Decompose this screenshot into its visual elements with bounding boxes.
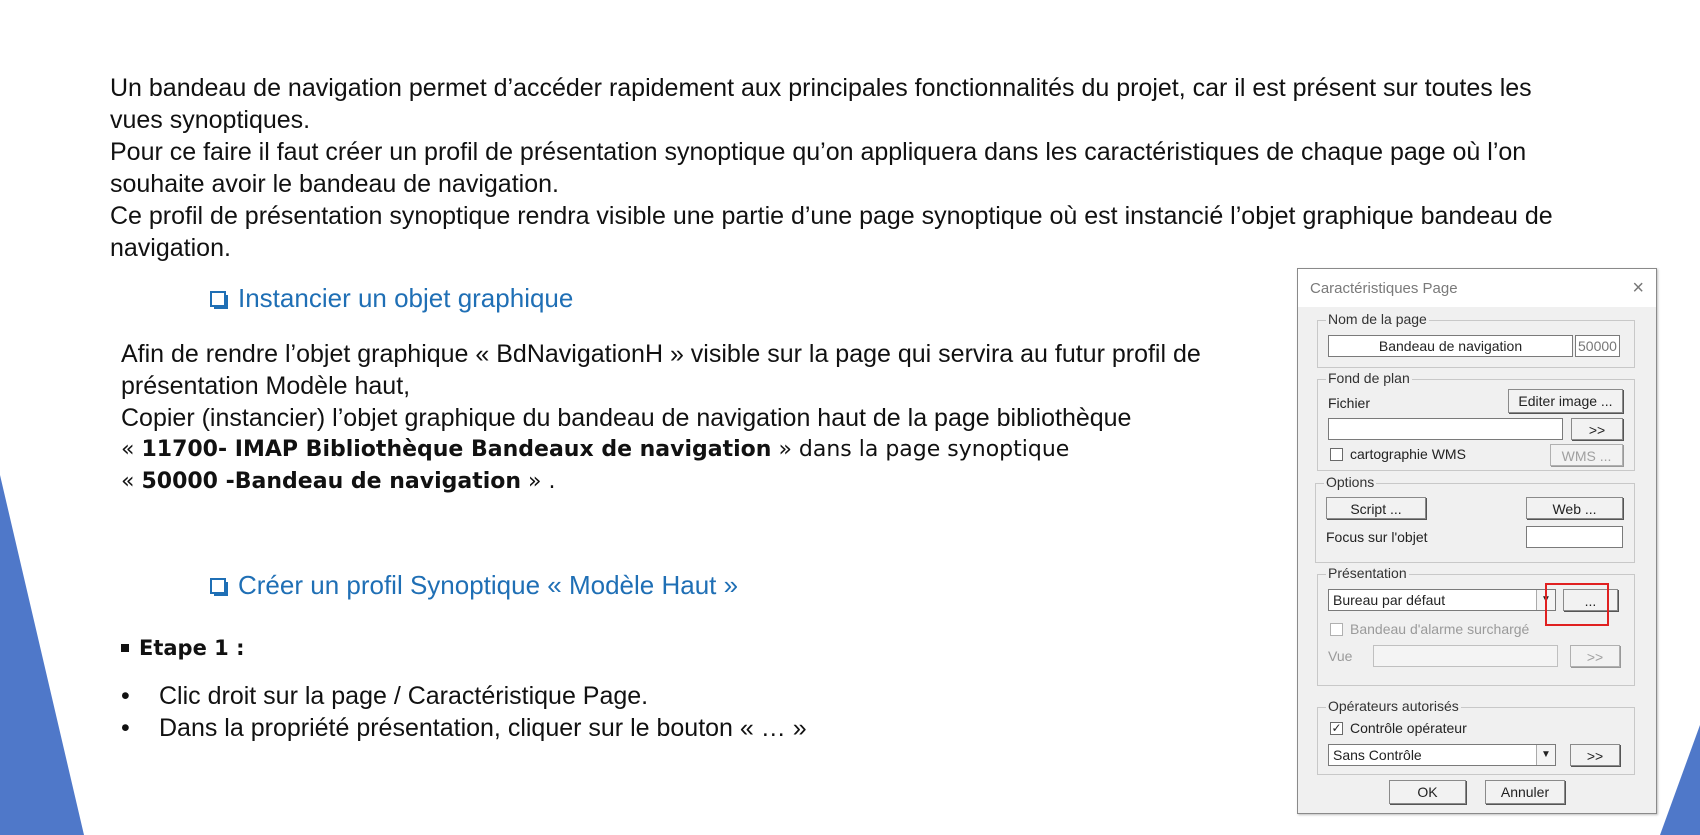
slide-decoration-right [1660,725,1700,835]
browse-fichier-button[interactable]: >> [1571,418,1623,440]
list-item [121,680,807,712]
body-paragraph: Copier (instancier) l’objet graphique du bandeau de navigation haut de la page bibliothèque [121,404,1132,432]
group-nom-page [1317,311,1635,368]
controle-checkbox[interactable]: ✓ [1331,721,1342,735]
controle-label: Contrôle opérateur [1350,720,1467,736]
section-title-instancier [210,283,573,314]
operateurs-value: Sans Contrôle [1333,747,1422,763]
fichier-label: Fichier [1328,395,1371,411]
close-icon[interactable]: × [1632,276,1644,299]
group-label: Présentation [1328,565,1407,581]
bullet-icon: • [121,714,130,742]
focus-label: Focus sur l'objet [1326,529,1428,545]
editer-image-button[interactable]: Editer image ... [1508,389,1623,413]
body-paragraph: Afin de rendre l’objet graphique « BdNavigationH » visible sur la page qui servira au futur profil de présentation Modèle haut, [121,340,1201,400]
square-bullet-icon [121,644,129,652]
group-options [1315,474,1635,563]
highlight-box [1545,583,1609,626]
chevron-down-icon[interactable]: ▼ [1536,590,1555,610]
reference-rest: » . [521,469,556,494]
group-fond-plan [1317,370,1635,471]
wms-checkbox[interactable] [1330,448,1343,461]
operateurs-button[interactable]: >> [1570,744,1620,766]
vue-label: Vue [1328,648,1353,664]
target-page-name: 50000 -Bandeau de navigation [141,469,522,494]
annuler-button[interactable]: Annuler [1485,780,1565,804]
caracteristiques-page-dialog [1297,268,1657,814]
body-text [121,338,1271,498]
group-label: Nom de la page [1328,311,1427,327]
step-title-text: Etape 1 : [139,636,245,660]
slide-decoration-left [0,475,84,835]
chevron-down-icon[interactable]: ▼ [1536,745,1555,765]
ok-button[interactable]: OK [1389,780,1466,804]
library-page-name: 11700- IMAP Bibliothèque Bandeaux de navigation [141,437,772,462]
script-button[interactable]: Script ... [1326,497,1426,519]
step-title [121,636,244,660]
group-operateurs [1317,698,1635,775]
web-button[interactable]: Web ... [1526,497,1623,519]
wms-button[interactable]: WMS ... [1550,444,1623,466]
presentation-dots-button[interactable]: ... [1563,589,1618,611]
step-item-text: Clic droit sur la page / Caractéristique Page. [159,682,649,710]
library-page-reference [121,434,1271,466]
quote-open: « [121,437,142,462]
step-item-text: Dans la propriété présentation, cliquer sur le bouton « … » [159,714,807,742]
vue-button[interactable]: >> [1570,645,1620,667]
checkbox-bullet-icon [210,578,226,594]
quote-open: « [121,469,142,494]
target-page-reference [121,466,1271,498]
section-title-text: Instancier un objet graphique [238,283,574,313]
list-item [121,712,807,744]
presentation-value: Bureau par défaut [1333,592,1446,608]
intro-paragraph: Pour ce faire il faut créer un profil de présentation synoptique qu’on appliquera dans les caractéristiques de chaque page où l’on souhaite avoir le bandeau de navigation. [110,138,1527,198]
focus-field[interactable] [1526,526,1623,548]
page-number-field[interactable]: 50000 [1575,335,1620,357]
section-title-creer-profil [210,570,738,601]
checkbox-bullet-icon [210,291,226,307]
alarme-checkbox[interactable] [1330,623,1343,636]
vue-field[interactable] [1373,645,1558,667]
group-label: Options [1326,474,1375,490]
intro-paragraph: Ce profil de présentation synoptique rendra visible une partie d’une page synoptique où est instancié l’objet graphique bandeau de navigation. [110,202,1553,262]
bullet-icon: • [121,682,130,710]
group-label: Fond de plan [1328,370,1410,386]
section-title-text: Créer un profil Synoptique « Modèle Haut » [238,570,739,600]
alarme-label: Bandeau d'alarme surchargé [1350,621,1530,637]
dialog-title: Caractéristiques Page [1310,279,1458,297]
intro-text [110,72,1580,264]
group-presentation [1317,565,1635,686]
intro-paragraph: Un bandeau de navigation permet d’accéder rapidement aux principales fonctionnalités du projet, car il est présent sur toutes les vues synoptiques. [110,74,1532,134]
presentation-select[interactable] [1328,589,1556,611]
fichier-field[interactable] [1328,418,1563,440]
group-label: Opérateurs autorisés [1328,698,1459,714]
step-list [121,680,807,744]
wms-label: cartographie WMS [1350,446,1466,462]
operateurs-select[interactable] [1328,744,1556,766]
dialog-titlebar [1298,269,1656,307]
reference-rest: » dans la page synoptique [771,437,1070,462]
page-name-field[interactable]: Bandeau de navigation [1328,335,1573,357]
